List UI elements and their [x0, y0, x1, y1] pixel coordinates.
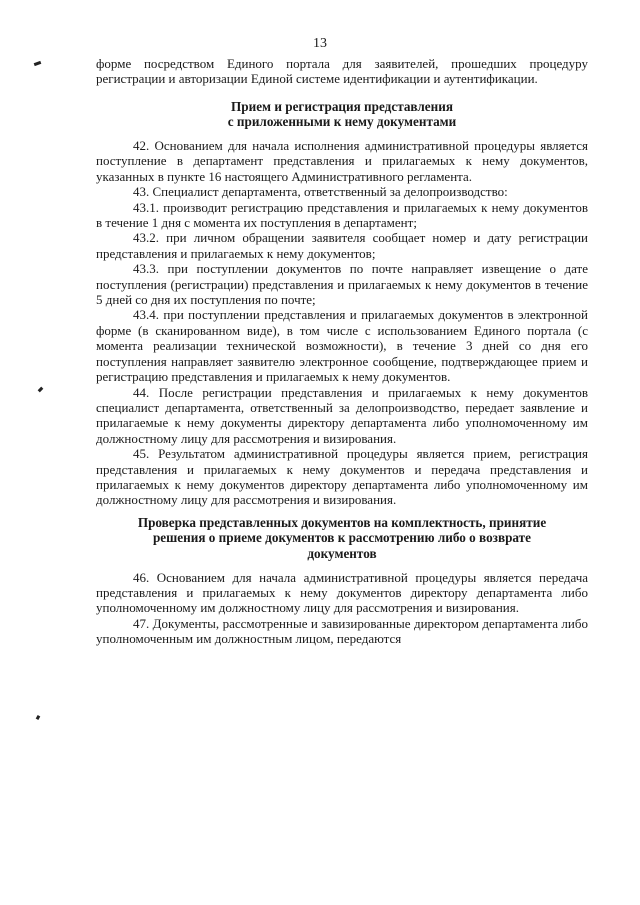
- scan-mark: [38, 387, 44, 393]
- paragraph-42: 42. Основанием для начала исполнения административной процедуры является поступление в департамент представления и прилагаемых к нему документов, указанных в пункте 16 настоящего Административного регламента.: [96, 138, 588, 184]
- section-title-line: Проверка представленных документов на комплектность, принятие: [137, 514, 547, 530]
- section-title-line: Прием и регистрация представления: [231, 98, 453, 114]
- paragraph-45: 45. Результатом административной процедуры является прием, регистрация представления и прилагаемых к нему документов и передача представления и прилагаемых к нему документов директору департамента либо уполномоченному им должностному лицу для рассмотрения и визирования.: [96, 446, 588, 508]
- paragraph-43-4: 43.4. при поступлении представления и прилагаемых документов в электронной форме (в сканированном виде), в том числе с использованием Единого портала (с момента реализации технической возможности), в течение 3 дней со дня его поступления направляет заявителю электронное сообщение, подтверждающее прием и регистрацию представления и прилагаемых к нему документов.: [96, 307, 588, 385]
- paragraph-43-2: 43.2. при личном обращении заявителя сообщает номер и дату регистрации представления и прилагаемых к нему документов;: [96, 230, 588, 261]
- paragraph-43: 43. Специалист департамента, ответственный за делопроизводство:: [133, 184, 508, 200]
- continuation-paragraph: форме посредством Единого портала для заявителей, прошедших процедуру регистрации и авторизации Единой системе идентификации и аутентификации.: [96, 56, 588, 87]
- scan-mark: [36, 715, 41, 720]
- section-title-line: с приложенными к нему документами: [227, 114, 457, 130]
- section-title-reception: [96, 99, 588, 130]
- document-body: [96, 56, 588, 647]
- section-title-line: документов: [307, 545, 377, 561]
- paragraph-44: 44. После регистрации представления и прилагаемых к нему документов специалист департамента, ответственный за делопроизводство, передает заявление и прилагаемые к нему документы директору департамента либо уполномоченному им должностному лицу для рассмотрения и визирования.: [96, 384, 588, 446]
- page-number: 13: [313, 36, 327, 51]
- paragraph-46: 46. Основанием для начала административной процедуры является передача представления и прилагаемых к нему документов директору департамента либо уполномоченному им должностному лицу для рассмотрения и визирования.: [96, 569, 588, 616]
- section-title-line: решения о приеме документов к рассмотрению либо о возврате: [152, 530, 532, 546]
- paragraph-43-1: 43.1. производит регистрацию представления и прилагаемых к нему документов в течение 1 дня с момента их поступления в департамент;: [96, 199, 588, 231]
- scan-mark: [34, 61, 42, 66]
- section-title-verification: [96, 515, 588, 562]
- paragraph-43-3: 43.3. при поступлении документов по почте направляет извещение о дате поступления (регистрации) представления и прилагаемых к нему документов в течение 5 дней со дня их поступления по почте;: [96, 261, 588, 308]
- paragraph-47: 47. Документы, рассмотренные и завизированные директором департамента либо уполномоченным им должностным лицом, передаются: [96, 615, 588, 647]
